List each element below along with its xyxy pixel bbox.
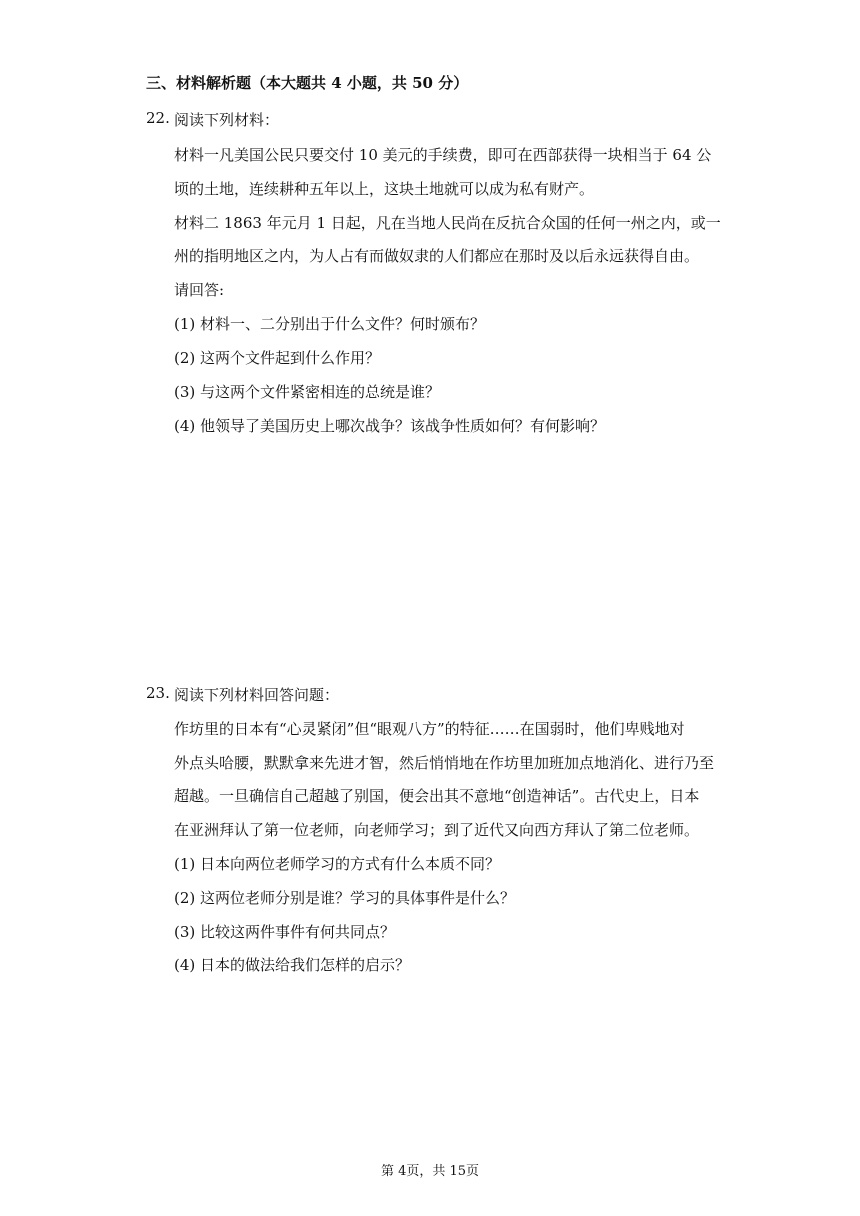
material-1-line-1: 材料一凡美国公民只要交付 10 美元的手续费，即可在西部获得一块相当于 64 公 xyxy=(174,146,712,164)
sub-question: (3) 与这两个文件紧密相连的总统是谁？ xyxy=(174,383,441,401)
question-number: 23. xyxy=(146,684,170,702)
sub-question: (2) 这两位老师分别是谁？学习的具体事件是什么？ xyxy=(174,889,516,907)
question-intro: 阅读下列材料： xyxy=(174,111,280,129)
material-line: 在亚洲拜认了第一位老师，向老师学习；到了近代又向西方拜认了第二位老师。 xyxy=(174,821,700,839)
material-1-line-2: 顷的土地，连续耕种五年以上，这块土地就可以成为私有财产。 xyxy=(174,180,595,198)
material-line: 外点头哈腰，默默拿来先进才智，然后悄悄地在作坊里加班加点地消化、进行乃至 xyxy=(174,754,715,772)
material-2-line-2: 州的指明地区之内，为人占有而做奴隶的人们都应在那时及以后永远获得自由。 xyxy=(174,247,700,265)
sub-question: (4) 他领导了美国历史上哪次战争？该战争性质如何？有何影响？ xyxy=(174,417,606,435)
page-footer: 第 4页，共 15页 xyxy=(380,1164,480,1179)
question-number: 22. xyxy=(146,109,170,127)
sub-question: (1) 材料一、二分别出于什么文件？何时颁布？ xyxy=(174,315,486,333)
sub-question: (2) 这两个文件起到什么作用？ xyxy=(174,349,381,367)
material-2-line-1: 材料二 1863 年元月 1 日起，凡在当地人民尚在反抗合众国的任何一州之内，或一 xyxy=(174,214,721,232)
sub-question: (4) 日本的做法给我们怎样的启示？ xyxy=(174,956,411,974)
material-line: 超越。一旦确信自己超越了别国，便会出其不意地“创造神话”。古代史上，日本 xyxy=(174,787,700,805)
sub-question: (3) 比较这两件事件有何共同点？ xyxy=(174,923,396,941)
question-intro: 阅读下列材料回答问题： xyxy=(174,686,340,704)
material-line: 作坊里的日本有“心灵紧闭”但“眼观八方”的特征……在国弱时，他们卑贱地对 xyxy=(174,720,685,738)
answer-prompt: 请回答: xyxy=(174,281,225,299)
section-heading: 三、材料解析题（本大题共 4 小题，共 50 分） xyxy=(146,74,469,92)
sub-question: (1) 日本向两位老师学习的方式有什么本质不同？ xyxy=(174,855,501,873)
